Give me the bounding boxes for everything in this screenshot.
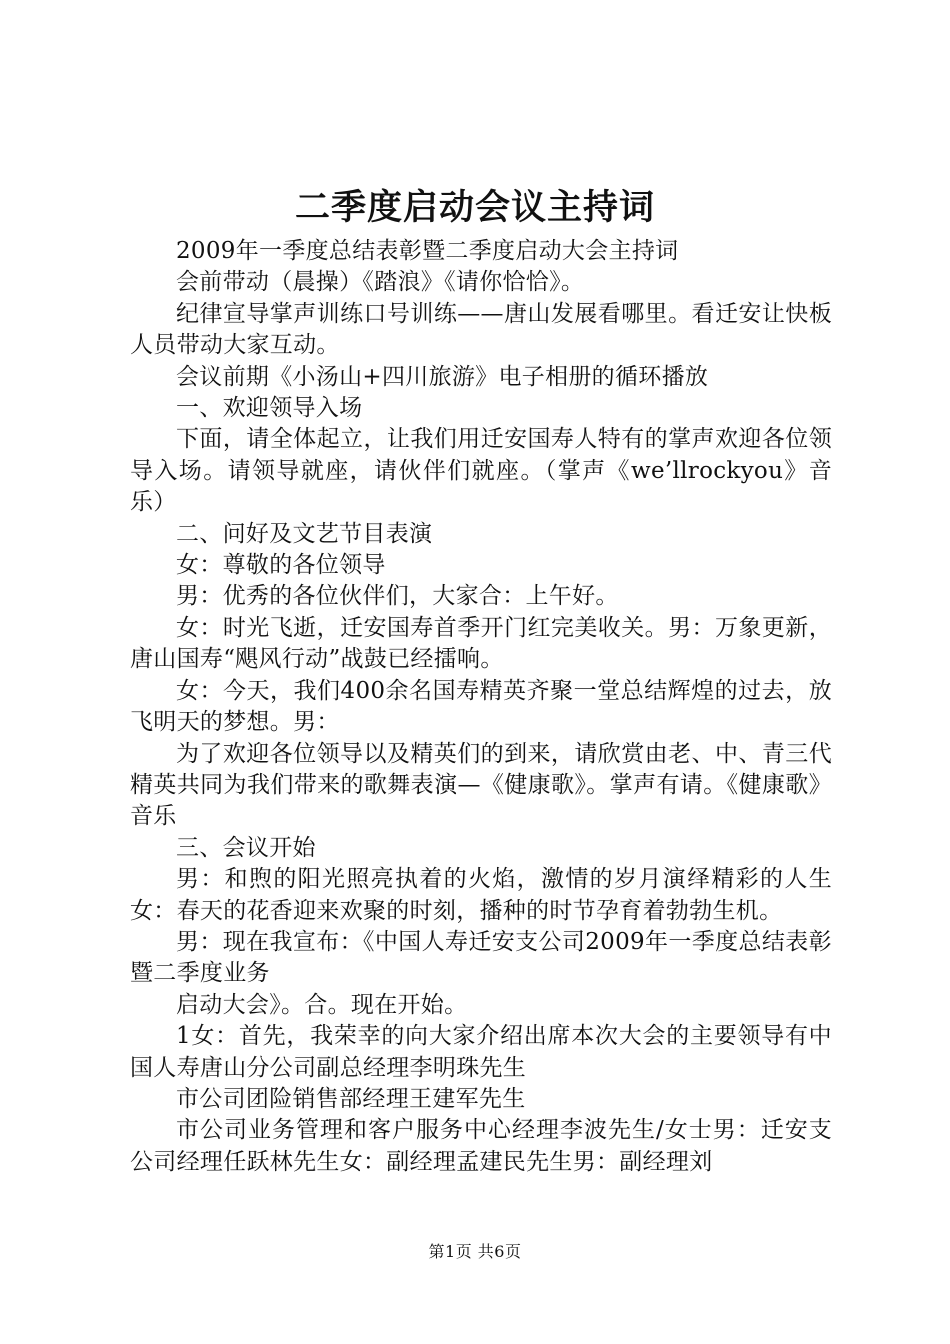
paragraph: 会议前期《小汤山+四川旅游》电子相册的循环播放: [176, 363, 709, 390]
paragraph: 男：现在我宣布：《中国人寿迁安支公司2009年一季度总结表彰暨二季度业务: [130, 928, 832, 987]
paragraph: 启动大会》。合。现在开始。: [176, 991, 468, 1018]
page-footer: 第1页 共6页: [428, 1242, 522, 1261]
paragraph: 女：尊敬的各位领导: [176, 552, 386, 579]
paragraph: 市公司团险销售部经理王建军先生: [176, 1085, 526, 1112]
paragraph: 下面，请全体起立，让我们用迁安国寿人特有的掌声欢迎各位领导入场。请领导就座，请伙伴们就座。（掌声《we’llrockyou》音乐）: [130, 426, 832, 516]
paragraph: 2009年一季度总结表彰暨二季度启动大会主持词: [176, 238, 679, 264]
section-heading: 三、会议开始: [176, 834, 316, 861]
document-body: [130, 236, 832, 1178]
paragraph: 市公司业务管理和客户服务中心经理李波先生/女士男：迁安支公司经理任跃林先生女：副经理孟建民先生男：副经理刘: [130, 1117, 832, 1175]
paragraph: 会前带动（晨操）《踏浪》《请你恰恰》。: [176, 269, 585, 296]
document-title: 二季度启动会议主持词: [294, 188, 655, 228]
section-heading: 一、欢迎领导入场: [176, 395, 363, 422]
paragraph: 男：和煦的阳光照亮执着的火焰，激情的岁月演绎精彩的人生女：春天的花香迎来欢聚的时刻，播种的时节孕育着勃勃生机。: [130, 866, 832, 924]
paragraph: 为了欢迎各位领导以及精英们的到来，请欣赏由老、中、青三代精英共同为我们带来的歌舞表演—《健康歌》。掌声有请。《健康歌》音乐: [130, 740, 832, 830]
paragraph: 纪律宣导掌声训练口号训练——唐山发展看哪里。看迁安让快板人员带动大家互动。: [130, 300, 832, 359]
section-heading: 二、问好及文艺节目表演: [176, 520, 433, 547]
paragraph: 男：优秀的各位伙伴们，大家合：上午好。: [176, 583, 619, 610]
paragraph: 1女：首先，我荣幸的向大家介绍出席本次大会的主要领导有中国人寿唐山分公司副总经理李明珠先生: [130, 1023, 832, 1081]
paragraph: 女：今天，我们400余名国寿精英齐聚一堂总结辉煌的过去，放飞明天的梦想。男：: [130, 677, 832, 736]
paragraph: 女：时光飞逝，迁安国寿首季开门红完美收关。男：万象更新，唐山国寿“飓风行动”战鼓已经擂响。: [130, 614, 832, 673]
